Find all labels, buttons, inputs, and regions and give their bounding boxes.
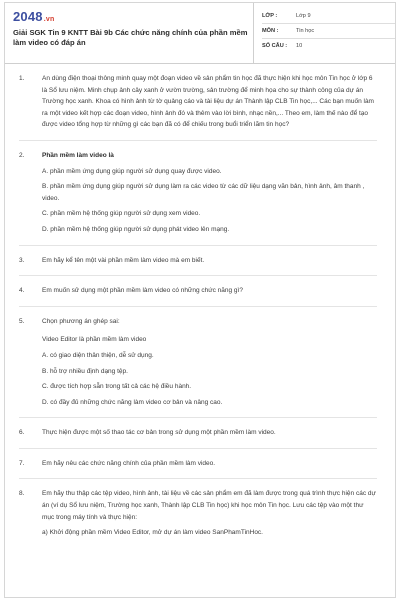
divider bbox=[19, 417, 377, 418]
question-text: Chọn phương án ghép sai: bbox=[42, 317, 120, 325]
question-4 bbox=[19, 285, 377, 297]
question-1 bbox=[19, 73, 377, 131]
question-7 bbox=[19, 458, 377, 470]
question-number: 2. bbox=[19, 151, 25, 159]
header-meta bbox=[253, 3, 395, 63]
divider bbox=[19, 245, 377, 246]
logo-main-text: 2048 bbox=[13, 9, 43, 24]
question-5 bbox=[19, 316, 377, 409]
question-text: Em hãy thu thập các tệp video, hình ảnh, tài liệu về các sản phẩm em đã làm được trong quá trình thực hiện các dự án (ví dụ Sổ lưu niệm, Trường học xanh, Thành lập CLB Tin học) khi học môn Tin học. Lưu các tệp vào một thư mục trong máy tính và thực hiện: bbox=[42, 490, 376, 521]
divider bbox=[19, 448, 377, 449]
question-number: 8. bbox=[19, 490, 25, 498]
answer-option: a) Khởi động phần mềm Video Editor, mở dự án làm video SanPhamTinHoc. bbox=[42, 529, 263, 537]
question-number: 7. bbox=[19, 459, 25, 467]
meta-label: MÔN : bbox=[262, 28, 279, 34]
question-number: 1. bbox=[19, 75, 25, 82]
answer-option: A. có giao diện thân thiện, dễ sử dụng. bbox=[42, 351, 154, 359]
document-page bbox=[4, 2, 396, 598]
meta-label: LỚP : bbox=[262, 13, 278, 19]
question-list bbox=[5, 64, 395, 539]
site-logo[interactable] bbox=[13, 9, 253, 24]
document-title: Giải SGK Tin 9 KNTT Bài 9b Các chức năng chính của phần mềm làm video có đáp án bbox=[13, 28, 248, 47]
meta-row-class bbox=[262, 9, 395, 24]
answer-option: B. phần mềm ứng dụng giúp người sử dụng làm ra các video từ các dữ liệu dạng văn bản, hình ảnh, âm thanh , video. bbox=[42, 183, 365, 202]
meta-row-count bbox=[262, 39, 395, 53]
question-body bbox=[42, 488, 377, 538]
divider bbox=[19, 306, 377, 307]
divider bbox=[19, 140, 377, 141]
question-number: 5. bbox=[19, 317, 25, 325]
meta-value: 10 bbox=[296, 43, 303, 49]
question-3 bbox=[19, 255, 377, 267]
question-body bbox=[42, 150, 377, 236]
question-2 bbox=[19, 150, 377, 236]
question-text: Em hãy kể tên một vài phần mềm làm video mà em biết. bbox=[42, 256, 205, 264]
meta-value: Lớp 9 bbox=[296, 13, 311, 19]
divider bbox=[19, 275, 377, 276]
question-text: Em muốn sử dụng một phần mềm làm video có những chức năng gì? bbox=[42, 287, 243, 295]
header-left bbox=[5, 3, 253, 63]
answer-option: B. hỗ trợ nhiều định dạng tệp. bbox=[42, 367, 128, 375]
question-text: Phần mềm làm video là bbox=[42, 151, 114, 159]
question-number: 6. bbox=[19, 429, 25, 437]
document-header bbox=[5, 3, 395, 64]
answer-option: C. được tích hợp sẵn trong tất cả các hệ điều hành. bbox=[42, 383, 192, 391]
answer-option: C. phần mềm hệ thống giúp người sử dụng xem video. bbox=[42, 210, 201, 218]
question-number: 3. bbox=[19, 256, 25, 264]
question-6 bbox=[19, 427, 377, 439]
logo-sub-text: .vn bbox=[43, 16, 55, 23]
question-lead: Video Editor là phần mềm làm video bbox=[42, 336, 147, 344]
answer-option: A. phần mềm ứng dụng giúp người sử dụng quay được video. bbox=[42, 167, 222, 175]
question-number: 4. bbox=[19, 287, 25, 295]
divider bbox=[19, 478, 377, 479]
question-text: An dùng điện thoại thông minh quay một đoạn video về sản phẩm tin học đã thực hiện khi học môn Tin học ở lớp 6 là Sổ lưu niệm. Minh chụp ảnh cây xanh ở vườn trường, sản trường để minh họa cho sự thành công của dự án Trường học xanh. Khoa có hình ảnh từ tờ quảng cáo và tài liệu dự án Thành lập CLB Tin học,... Các bạn muốn làm ra một video kết hợp các đoạn video, hình ảnh đó và thêm vào lời bình, nhạc nền,... Theo em, làm thế nào để tạo được video tổng hợp từ những gì các bạn đã có để chiếu trong buổi triển lãm tin học? bbox=[42, 75, 374, 129]
question-text: Thực hiện được một số thao tác cơ bản trong sử dụng một phần mềm làm video. bbox=[42, 429, 276, 437]
answer-option: D. có đầy đủ những chức năng làm video cơ bản và nâng cao. bbox=[42, 398, 223, 406]
meta-row-subject bbox=[262, 24, 395, 39]
meta-label: SỐ CÂU : bbox=[262, 43, 288, 49]
answer-option: D. phần mềm hệ thống giúp người sử dụng phát video lên mạng. bbox=[42, 225, 230, 233]
question-body bbox=[42, 316, 377, 409]
question-8 bbox=[19, 488, 377, 538]
question-text: Em hãy nêu các chức năng chính của phần mềm làm video. bbox=[42, 459, 216, 467]
meta-value: Tin học bbox=[296, 28, 315, 34]
